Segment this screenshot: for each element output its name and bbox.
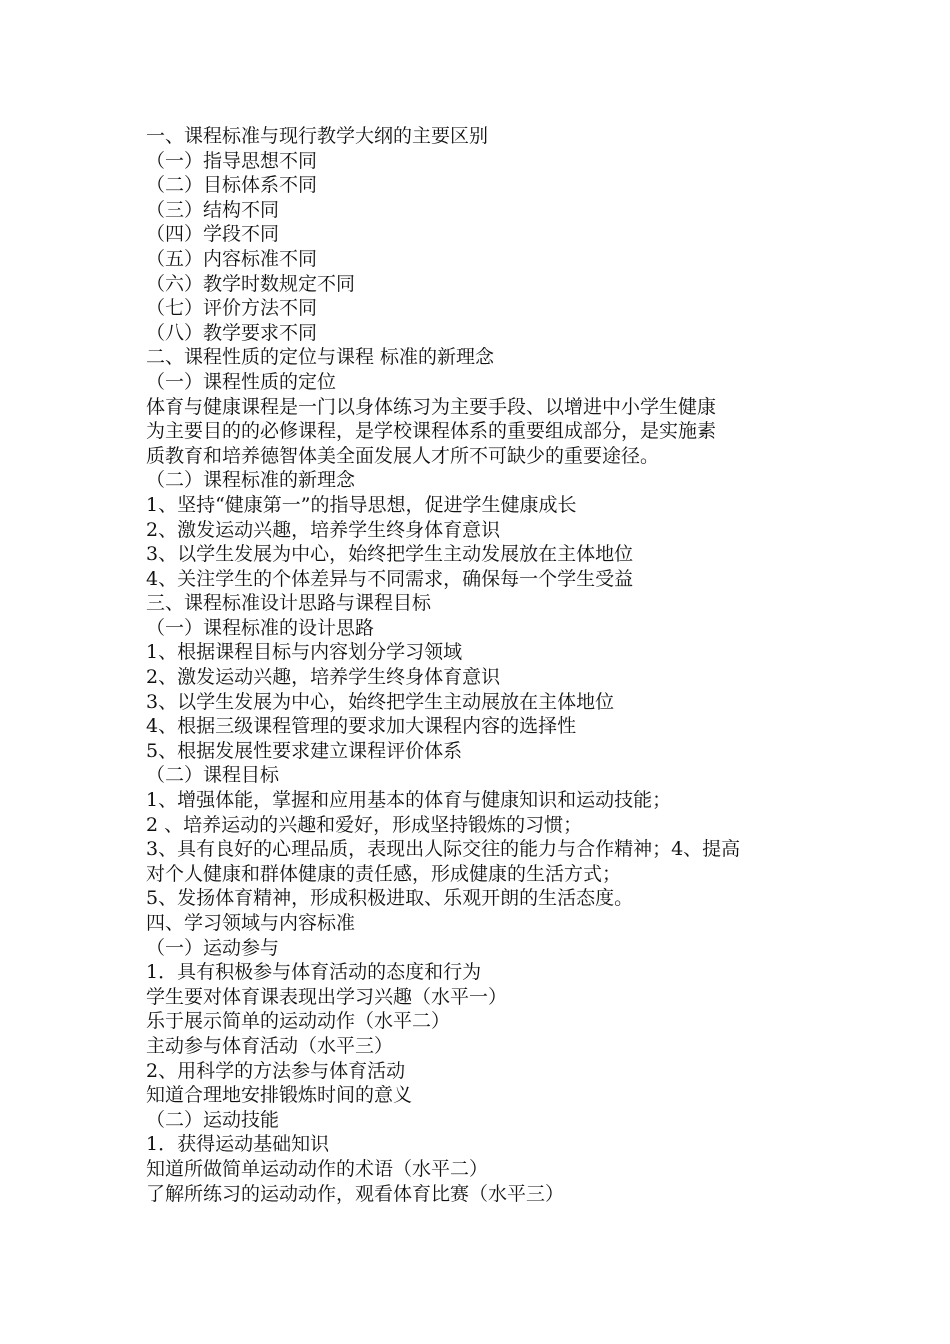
section-heading-1: 一、课程标准与现行教学大纲的主要区别	[146, 125, 489, 147]
subsection-heading: （二）课程标准的新理念	[146, 469, 356, 492]
subsection-heading: （一）运动参与	[146, 936, 280, 959]
list-item: 2、用科学的方法参与体育活动	[146, 1059, 406, 1082]
paragraph-line: 为主要目的的必修课程，是学校课程体系的重要组成部分，是实施素	[146, 420, 717, 443]
subsection-heading: （二）运动技能	[146, 1108, 280, 1131]
section-heading-3: 三、课程标准设计思路与课程目标	[146, 592, 432, 615]
list-item: （二）目标体系不同	[146, 174, 318, 197]
list-item: （五）内容标准不同	[146, 247, 318, 270]
paragraph-line: 主动参与体育活动（水平三）	[146, 1034, 394, 1057]
list-item: 3、具有良好的心理品质，表现出人际交往的能力与合作精神；4、提高	[146, 838, 741, 861]
paragraph-line: 体育与健康课程是一门以身体练习为主要手段、以增进中小学生健康	[146, 395, 717, 418]
list-item: 4、根据三级课程管理的要求加大课程内容的选择性	[146, 715, 577, 738]
paragraph-line: 知道合理地安排锻炼时间的意义	[146, 1084, 413, 1107]
list-item: 2 、培养运动的兴趣和爱好，形成坚持锻炼的习惯；	[146, 813, 583, 836]
list-item: 1、根据课程目标与内容划分学习领域	[146, 641, 463, 664]
list-item: 1、增强体能，掌握和应用基本的体育与健康知识和运动技能；	[146, 789, 672, 812]
list-item: 2、激发运动兴趣，培养学生终身体育意识	[146, 666, 501, 689]
list-item: （七）评价方法不同	[146, 297, 318, 320]
list-item: （六）教学时数规定不同	[146, 272, 356, 295]
list-item: 1．具有积极参与体育活动的态度和行为	[146, 961, 482, 984]
list-item: （四）学段不同	[146, 223, 280, 246]
section-heading-4: 四、学习领域与内容标准	[146, 912, 356, 934]
paragraph-line: 学生要对体育课表现出学习兴趣（水平一）	[146, 985, 508, 1008]
paragraph-line: 了解所练习的运动动作，观看体育比赛（水平三）	[146, 1182, 565, 1205]
list-item: （八）教学要求不同	[146, 321, 318, 344]
list-item: 5、发扬体育精神，形成积极进取、乐观开朗的生活态度。	[146, 887, 634, 910]
paragraph-line: 乐于展示简单的运动动作（水平二）	[146, 1010, 451, 1033]
list-item: 1．获得运动基础知识	[146, 1133, 330, 1156]
subsection-heading: （二）课程目标	[146, 764, 280, 787]
list-item: 对个人健康和群体健康的责任感，形成健康的生活方式；	[146, 862, 622, 885]
list-item: 1、坚持“健康第一”的指导思想，促进学生健康成长	[146, 493, 577, 516]
list-item: （三）结构不同	[146, 198, 280, 221]
list-item: 5、根据发展性要求建立课程评价体系	[146, 739, 463, 762]
list-item: 4、关注学生的个体差异与不同需求，确保每一个学生受益	[146, 567, 634, 590]
list-item: 2、激发运动兴趣，培养学生终身体育意识	[146, 518, 501, 541]
list-item: （一）指导思想不同	[146, 149, 318, 172]
paragraph-line: 知道所做简单运动动作的术语（水平二）	[146, 1157, 489, 1180]
list-item: 3、以学生发展为中心，始终把学生主动展放在主体地位	[146, 690, 615, 713]
paragraph-line: 质教育和培养德智体美全面发展人才所不可缺少的重要途径。	[146, 444, 660, 467]
subsection-heading: （一）课程标准的设计思路	[146, 616, 375, 639]
document-body	[146, 124, 816, 1206]
subsection-heading: （一）课程性质的定位	[146, 370, 337, 393]
list-item: 3、以学生发展为中心，始终把学生主动发展放在主体地位	[146, 543, 634, 566]
section-heading-2: 二、课程性质的定位与课程 标准的新理念	[146, 346, 495, 369]
